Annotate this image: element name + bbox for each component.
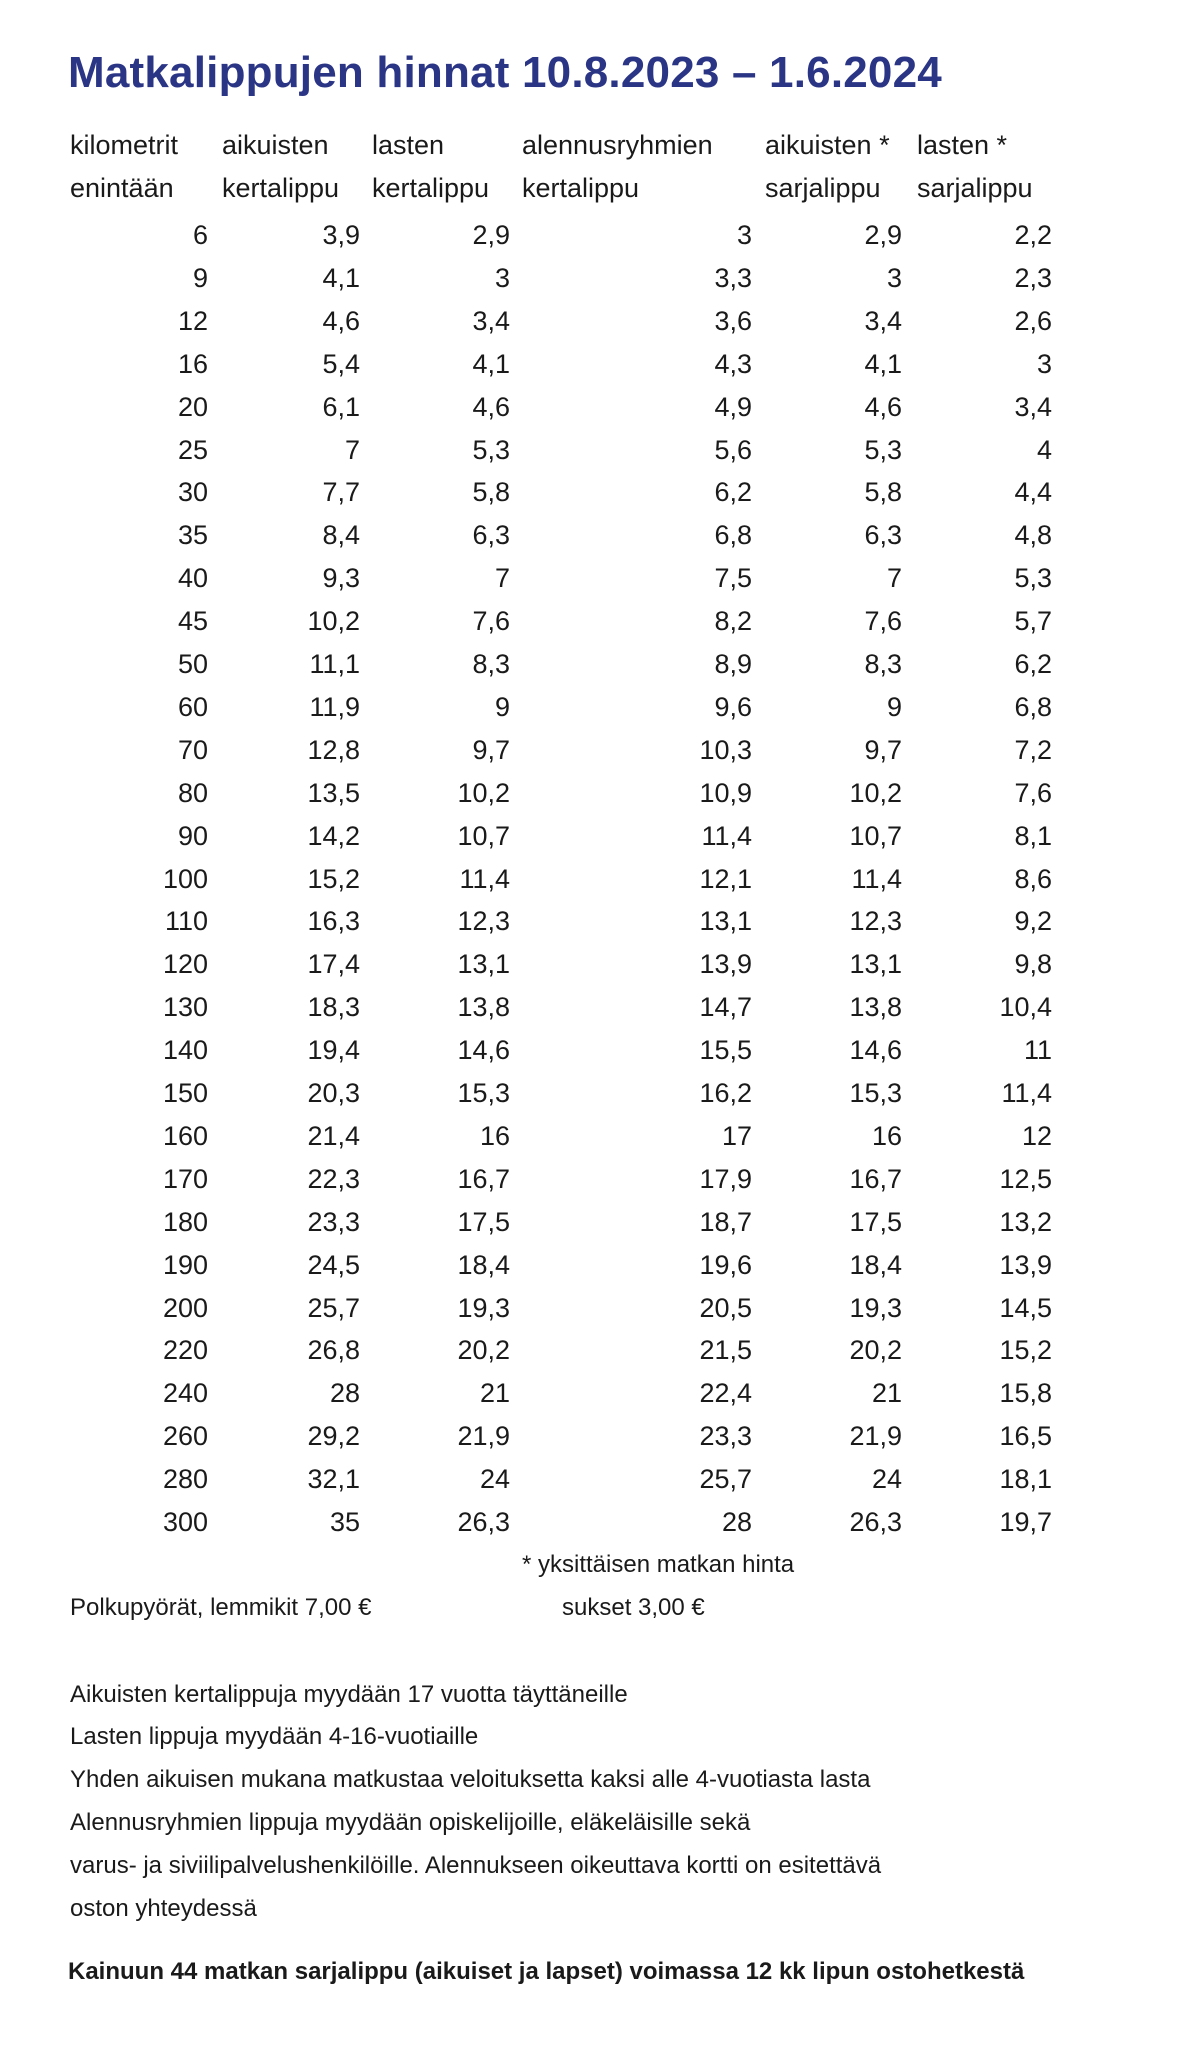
cell-adult-series: 14,6	[849, 1035, 902, 1066]
cell-adult-single: 10,2	[307, 606, 360, 637]
cell-child-single: 24	[479, 1464, 510, 1495]
cell-adult-single: 22,3	[307, 1163, 360, 1194]
cell-adult-series: 12,3	[849, 906, 902, 937]
cell-discount-single: 18,7	[699, 1206, 752, 1237]
table-row	[0, 1078, 1200, 1120]
note-line: Lasten lippuja myydään 4-16-vuotiaille	[70, 1723, 479, 1750]
cell-adult-series: 7	[886, 563, 902, 594]
cell-adult-series: 10,7	[849, 820, 902, 851]
cell-km: 220	[162, 1335, 208, 1366]
cell-adult-single: 7,7	[322, 477, 360, 508]
header-adult-single-2: kertalippu	[222, 173, 340, 203]
cell-adult-single: 17,4	[307, 949, 360, 980]
table-row	[0, 906, 1200, 948]
cell-adult-single: 19,4	[307, 1035, 360, 1066]
cell-child-series: 8,1	[1014, 820, 1052, 851]
cell-child-series: 15,2	[999, 1335, 1052, 1366]
cell-km: 40	[177, 563, 208, 594]
cell-adult-single: 11,9	[309, 691, 360, 722]
cell-discount-single: 21,5	[699, 1335, 752, 1366]
cell-adult-series: 17,5	[849, 1206, 902, 1237]
cell-adult-series: 6,3	[864, 520, 902, 551]
note-line: varus- ja siviilipalvelushenkilöille. Alennukseen oikeuttava kortti on esitettävä	[70, 1852, 882, 1879]
table-row	[0, 1250, 1200, 1292]
table-row	[0, 520, 1200, 562]
cell-discount-single: 12,1	[699, 863, 752, 894]
cell-km: 130	[162, 992, 208, 1023]
cell-adult-single: 24,5	[307, 1249, 360, 1280]
cell-discount-single: 17,9	[699, 1163, 752, 1194]
cell-child-series: 13,2	[999, 1206, 1052, 1237]
cell-child-series: 4,8	[1014, 520, 1052, 551]
cell-child-series: 9,8	[1014, 949, 1052, 980]
cell-discount-single: 15,5	[699, 1035, 752, 1066]
cell-discount-single: 4,9	[714, 391, 752, 422]
cell-km: 160	[162, 1120, 208, 1151]
cell-km: 190	[162, 1249, 208, 1280]
cell-child-single: 12,3	[457, 906, 510, 937]
cell-discount-single: 3,3	[714, 262, 752, 293]
cell-adult-single: 6,1	[322, 391, 360, 422]
cell-child-single: 10,2	[457, 777, 510, 808]
cell-child-series: 4,4	[1014, 477, 1052, 508]
cell-child-series: 12	[1021, 1120, 1052, 1151]
cell-km: 35	[177, 520, 208, 551]
cell-km: 12	[177, 305, 208, 336]
cell-adult-series: 4,1	[864, 348, 902, 379]
cell-child-single: 4,6	[472, 391, 510, 422]
cell-child-series: 16,5	[999, 1421, 1052, 1452]
table-row	[0, 1121, 1200, 1163]
header-child-series: lasten *	[917, 130, 1008, 160]
cell-adult-single: 5,4	[322, 348, 360, 379]
table-row	[0, 1378, 1200, 1420]
table-row	[0, 1207, 1200, 1249]
cell-adult-series: 24	[871, 1464, 902, 1495]
cell-adult-series: 21	[871, 1378, 902, 1409]
table-row	[0, 606, 1200, 648]
table-row	[0, 392, 1200, 434]
cell-km: 180	[162, 1206, 208, 1237]
cell-adult-series: 7,6	[864, 606, 902, 637]
cell-child-single: 26,3	[457, 1507, 510, 1537]
cell-adult-single: 8,4	[322, 520, 360, 551]
table-row	[0, 263, 1200, 305]
cell-child-series: 8,6	[1014, 863, 1052, 894]
cell-discount-single: 19,6	[699, 1249, 752, 1280]
cell-adult-series: 10,2	[849, 777, 902, 808]
cell-child-series: 19,7	[999, 1507, 1052, 1537]
cell-adult-single: 4,6	[322, 305, 360, 336]
note-line: Aikuisten kertalippuja myydään 17 vuotta täyttäneille	[70, 1681, 628, 1708]
cell-km: 6	[192, 220, 208, 250]
cell-adult-series: 5,8	[864, 477, 902, 508]
cell-km: 300	[162, 1507, 208, 1537]
cell-child-series: 13,9	[999, 1249, 1052, 1280]
note-line: oston yhteydessä	[70, 1895, 257, 1922]
note-line: Alennusryhmien lippuja myydään opiskelijoille, eläkeläisille sekä	[70, 1809, 751, 1836]
header-km: kilometrit	[70, 130, 179, 160]
cell-child-single: 13,8	[457, 992, 510, 1023]
cell-discount-single: 13,9	[699, 949, 752, 980]
page-title: Matkalippujen hinnat 10.8.2023 – 1.6.2024	[68, 48, 942, 97]
cell-discount-single: 3,6	[714, 305, 752, 336]
cell-child-series: 11,4	[1001, 1078, 1052, 1108]
cell-adult-series: 15,3	[849, 1078, 902, 1108]
cell-adult-single: 7	[344, 434, 360, 465]
cell-adult-single: 35	[329, 1507, 360, 1537]
cell-adult-series: 8,3	[864, 649, 902, 679]
cell-adult-single: 23,3	[307, 1206, 360, 1237]
table-row	[0, 1335, 1200, 1377]
cell-child-single: 4,1	[472, 348, 510, 379]
cell-child-single: 14,6	[457, 1035, 510, 1066]
cell-adult-single: 12,8	[307, 734, 360, 765]
cell-child-series: 9,2	[1014, 906, 1052, 937]
header-km-2: enintään	[70, 173, 174, 203]
cell-discount-single: 5,6	[714, 434, 752, 465]
cell-adult-series: 5,3	[864, 434, 902, 465]
cell-adult-single: 14,2	[307, 820, 360, 851]
cell-discount-single: 10,9	[699, 777, 752, 808]
cell-child-series: 5,7	[1014, 606, 1052, 637]
cell-km: 45	[177, 606, 208, 637]
cell-discount-single: 17	[721, 1120, 752, 1151]
cell-km: 25	[177, 434, 208, 465]
cell-discount-single: 7,5	[714, 563, 752, 594]
cell-adult-series: 21,9	[849, 1421, 902, 1452]
cell-adult-series: 3	[886, 262, 902, 293]
cell-adult-series: 18,4	[849, 1249, 902, 1280]
cell-adult-series: 9	[886, 691, 902, 722]
cell-child-single: 16,7	[457, 1163, 510, 1194]
cell-km: 60	[177, 691, 208, 722]
header-adult-single: aikuisten	[222, 130, 329, 160]
cell-adult-single: 3,9	[322, 220, 360, 250]
cell-adult-single: 28	[329, 1378, 360, 1409]
cell-child-single: 10,7	[457, 820, 510, 851]
cell-adult-single: 18,3	[307, 992, 360, 1023]
cell-km: 80	[177, 777, 208, 808]
cell-discount-single: 8,2	[714, 606, 752, 637]
header-discount-single: alennusryhmien	[522, 130, 713, 160]
cell-adult-single: 13,5	[307, 777, 360, 808]
table-row	[0, 692, 1200, 734]
cell-child-series: 6,8	[1014, 691, 1052, 722]
cell-discount-single: 9,6	[714, 691, 752, 722]
cell-adult-series: 3,4	[864, 305, 902, 336]
cell-child-series: 6,2	[1014, 649, 1052, 679]
cell-adult-series: 4,6	[864, 391, 902, 422]
cell-adult-single: 26,8	[307, 1335, 360, 1366]
table-row	[0, 778, 1200, 820]
cell-km: 200	[162, 1292, 208, 1323]
skis-price: sukset 3,00 €	[562, 1594, 705, 1621]
header-child-single: lasten	[372, 130, 445, 160]
cell-km: 150	[162, 1078, 208, 1108]
cell-child-single: 8,3	[472, 649, 510, 679]
header-adult-series: aikuisten *	[765, 130, 890, 160]
header-adult-series-2: sarjalippu	[765, 173, 881, 203]
cell-child-series: 10,4	[999, 992, 1052, 1023]
cell-child-single: 13,1	[457, 949, 510, 980]
cell-adult-series: 26,3	[849, 1507, 902, 1537]
cell-adult-series: 16	[871, 1120, 902, 1151]
table-row	[0, 1464, 1200, 1506]
table-row	[0, 821, 1200, 863]
cell-child-series: 11	[1023, 1035, 1052, 1066]
cell-discount-single: 16,2	[699, 1078, 752, 1108]
cell-child-single: 11,4	[459, 863, 510, 894]
table-row	[0, 649, 1200, 691]
cell-child-single: 9,7	[472, 734, 510, 765]
cell-km: 30	[177, 477, 208, 508]
cell-child-series: 2,2	[1014, 220, 1052, 250]
cell-child-single: 5,8	[472, 477, 510, 508]
cell-child-single: 21	[479, 1378, 510, 1409]
cell-child-series: 18,1	[999, 1464, 1052, 1495]
cell-discount-single: 10,3	[699, 734, 752, 765]
cell-child-single: 16	[479, 1120, 510, 1151]
cell-km: 70	[177, 734, 208, 765]
cell-adult-single: 29,2	[307, 1421, 360, 1452]
cell-discount-single: 11,4	[701, 820, 752, 851]
cell-adult-single: 21,4	[307, 1120, 360, 1151]
cell-km: 110	[164, 906, 208, 937]
cell-adult-series: 2,9	[864, 220, 902, 250]
cell-child-single: 20,2	[457, 1335, 510, 1366]
cell-child-single: 15,3	[457, 1078, 510, 1108]
cell-discount-single: 6,2	[714, 477, 752, 508]
cell-child-single: 2,9	[472, 220, 510, 250]
cell-child-series: 14,5	[999, 1292, 1052, 1323]
table-row	[0, 1035, 1200, 1077]
cell-adult-single: 11,1	[309, 649, 360, 679]
cell-child-single: 7,6	[472, 606, 510, 637]
cell-km: 280	[162, 1464, 208, 1495]
cell-adult-series: 20,2	[849, 1335, 902, 1366]
bikes-pets-price: Polkupyörät, lemmikit 7,00 €	[70, 1594, 372, 1621]
header-child-series-2: sarjalippu	[917, 173, 1033, 203]
cell-adult-series: 13,8	[849, 992, 902, 1023]
cell-discount-single: 14,7	[699, 992, 752, 1023]
cell-adult-single: 32,1	[307, 1464, 360, 1495]
cell-child-single: 19,3	[457, 1292, 510, 1323]
table-row	[0, 563, 1200, 605]
cell-adult-single: 15,2	[307, 863, 360, 894]
table-row	[0, 1421, 1200, 1463]
cell-km: 9	[192, 262, 208, 293]
cell-discount-single: 20,5	[699, 1292, 752, 1323]
cell-discount-single: 25,7	[699, 1464, 752, 1495]
cell-km: 170	[162, 1163, 208, 1194]
cell-child-series: 2,6	[1014, 305, 1052, 336]
cell-child-series: 15,8	[999, 1378, 1052, 1409]
table-row	[0, 220, 1200, 262]
cell-adult-single: 16,3	[307, 906, 360, 937]
cell-km: 240	[162, 1378, 208, 1409]
cell-discount-single: 13,1	[699, 906, 752, 937]
cell-discount-single: 22,4	[699, 1378, 752, 1409]
cell-child-series: 5,3	[1014, 563, 1052, 594]
cell-child-single: 21,9	[457, 1421, 510, 1452]
cell-adult-series: 9,7	[864, 734, 902, 765]
cell-child-single: 3	[494, 262, 510, 293]
cell-km: 90	[177, 820, 208, 851]
table-row	[0, 992, 1200, 1034]
cell-child-series: 2,3	[1014, 262, 1052, 293]
cell-adult-single: 25,7	[307, 1292, 360, 1323]
cell-child-single: 3,4	[472, 305, 510, 336]
footnote: * yksittäisen matkan hinta	[522, 1551, 795, 1578]
table-row	[0, 306, 1200, 348]
cell-adult-single: 4,1	[322, 262, 360, 293]
header-child-single-2: kertalippu	[372, 173, 490, 203]
table-row	[0, 949, 1200, 991]
table-row	[0, 1293, 1200, 1335]
table-row	[0, 435, 1200, 477]
cell-child-single: 6,3	[472, 520, 510, 551]
cell-km: 50	[177, 649, 208, 679]
cell-discount-single: 8,9	[714, 649, 752, 679]
cell-discount-single: 23,3	[699, 1421, 752, 1452]
cell-child-single: 18,4	[457, 1249, 510, 1280]
cell-km: 20	[177, 391, 208, 422]
cell-km: 100	[162, 863, 208, 894]
cell-km: 120	[162, 949, 208, 980]
cell-adult-series: 11,4	[851, 863, 902, 894]
cell-adult-series: 13,1	[849, 949, 902, 980]
table-row	[0, 477, 1200, 519]
table-row	[0, 735, 1200, 777]
cell-child-series: 12,5	[999, 1163, 1052, 1194]
cell-child-single: 7	[494, 563, 510, 594]
table-row	[0, 349, 1200, 391]
series-ticket-note: Kainuun 44 matkan sarjalippu (aikuiset ja lapset) voimassa 12 kk lipun ostohetkestä	[68, 1958, 1025, 1985]
table-row	[0, 1164, 1200, 1206]
cell-child-single: 17,5	[457, 1206, 510, 1237]
cell-child-series: 3	[1036, 348, 1052, 379]
cell-adult-single: 9,3	[322, 563, 360, 594]
cell-adult-series: 19,3	[849, 1292, 902, 1323]
table-row	[0, 1507, 1200, 1549]
table-row	[0, 864, 1200, 906]
cell-km: 260	[162, 1421, 208, 1452]
header-discount-single-2: kertalippu	[522, 173, 640, 203]
cell-child-series: 3,4	[1014, 391, 1052, 422]
cell-child-series: 7,6	[1014, 777, 1052, 808]
cell-child-single: 5,3	[472, 434, 510, 465]
cell-discount-single: 6,8	[714, 520, 752, 551]
cell-child-series: 4	[1036, 434, 1052, 465]
cell-discount-single: 3	[736, 220, 752, 250]
cell-child-single: 9	[494, 691, 510, 722]
note-line: Yhden aikuisen mukana matkustaa veloituksetta kaksi alle 4-vuotiasta lasta	[70, 1766, 871, 1793]
cell-adult-single: 20,3	[307, 1078, 360, 1108]
cell-child-series: 7,2	[1014, 734, 1052, 765]
cell-km: 140	[162, 1035, 208, 1066]
cell-discount-single: 4,3	[714, 348, 752, 379]
cell-discount-single: 28	[721, 1507, 752, 1537]
cell-adult-series: 16,7	[849, 1163, 902, 1194]
cell-km: 16	[177, 348, 208, 379]
